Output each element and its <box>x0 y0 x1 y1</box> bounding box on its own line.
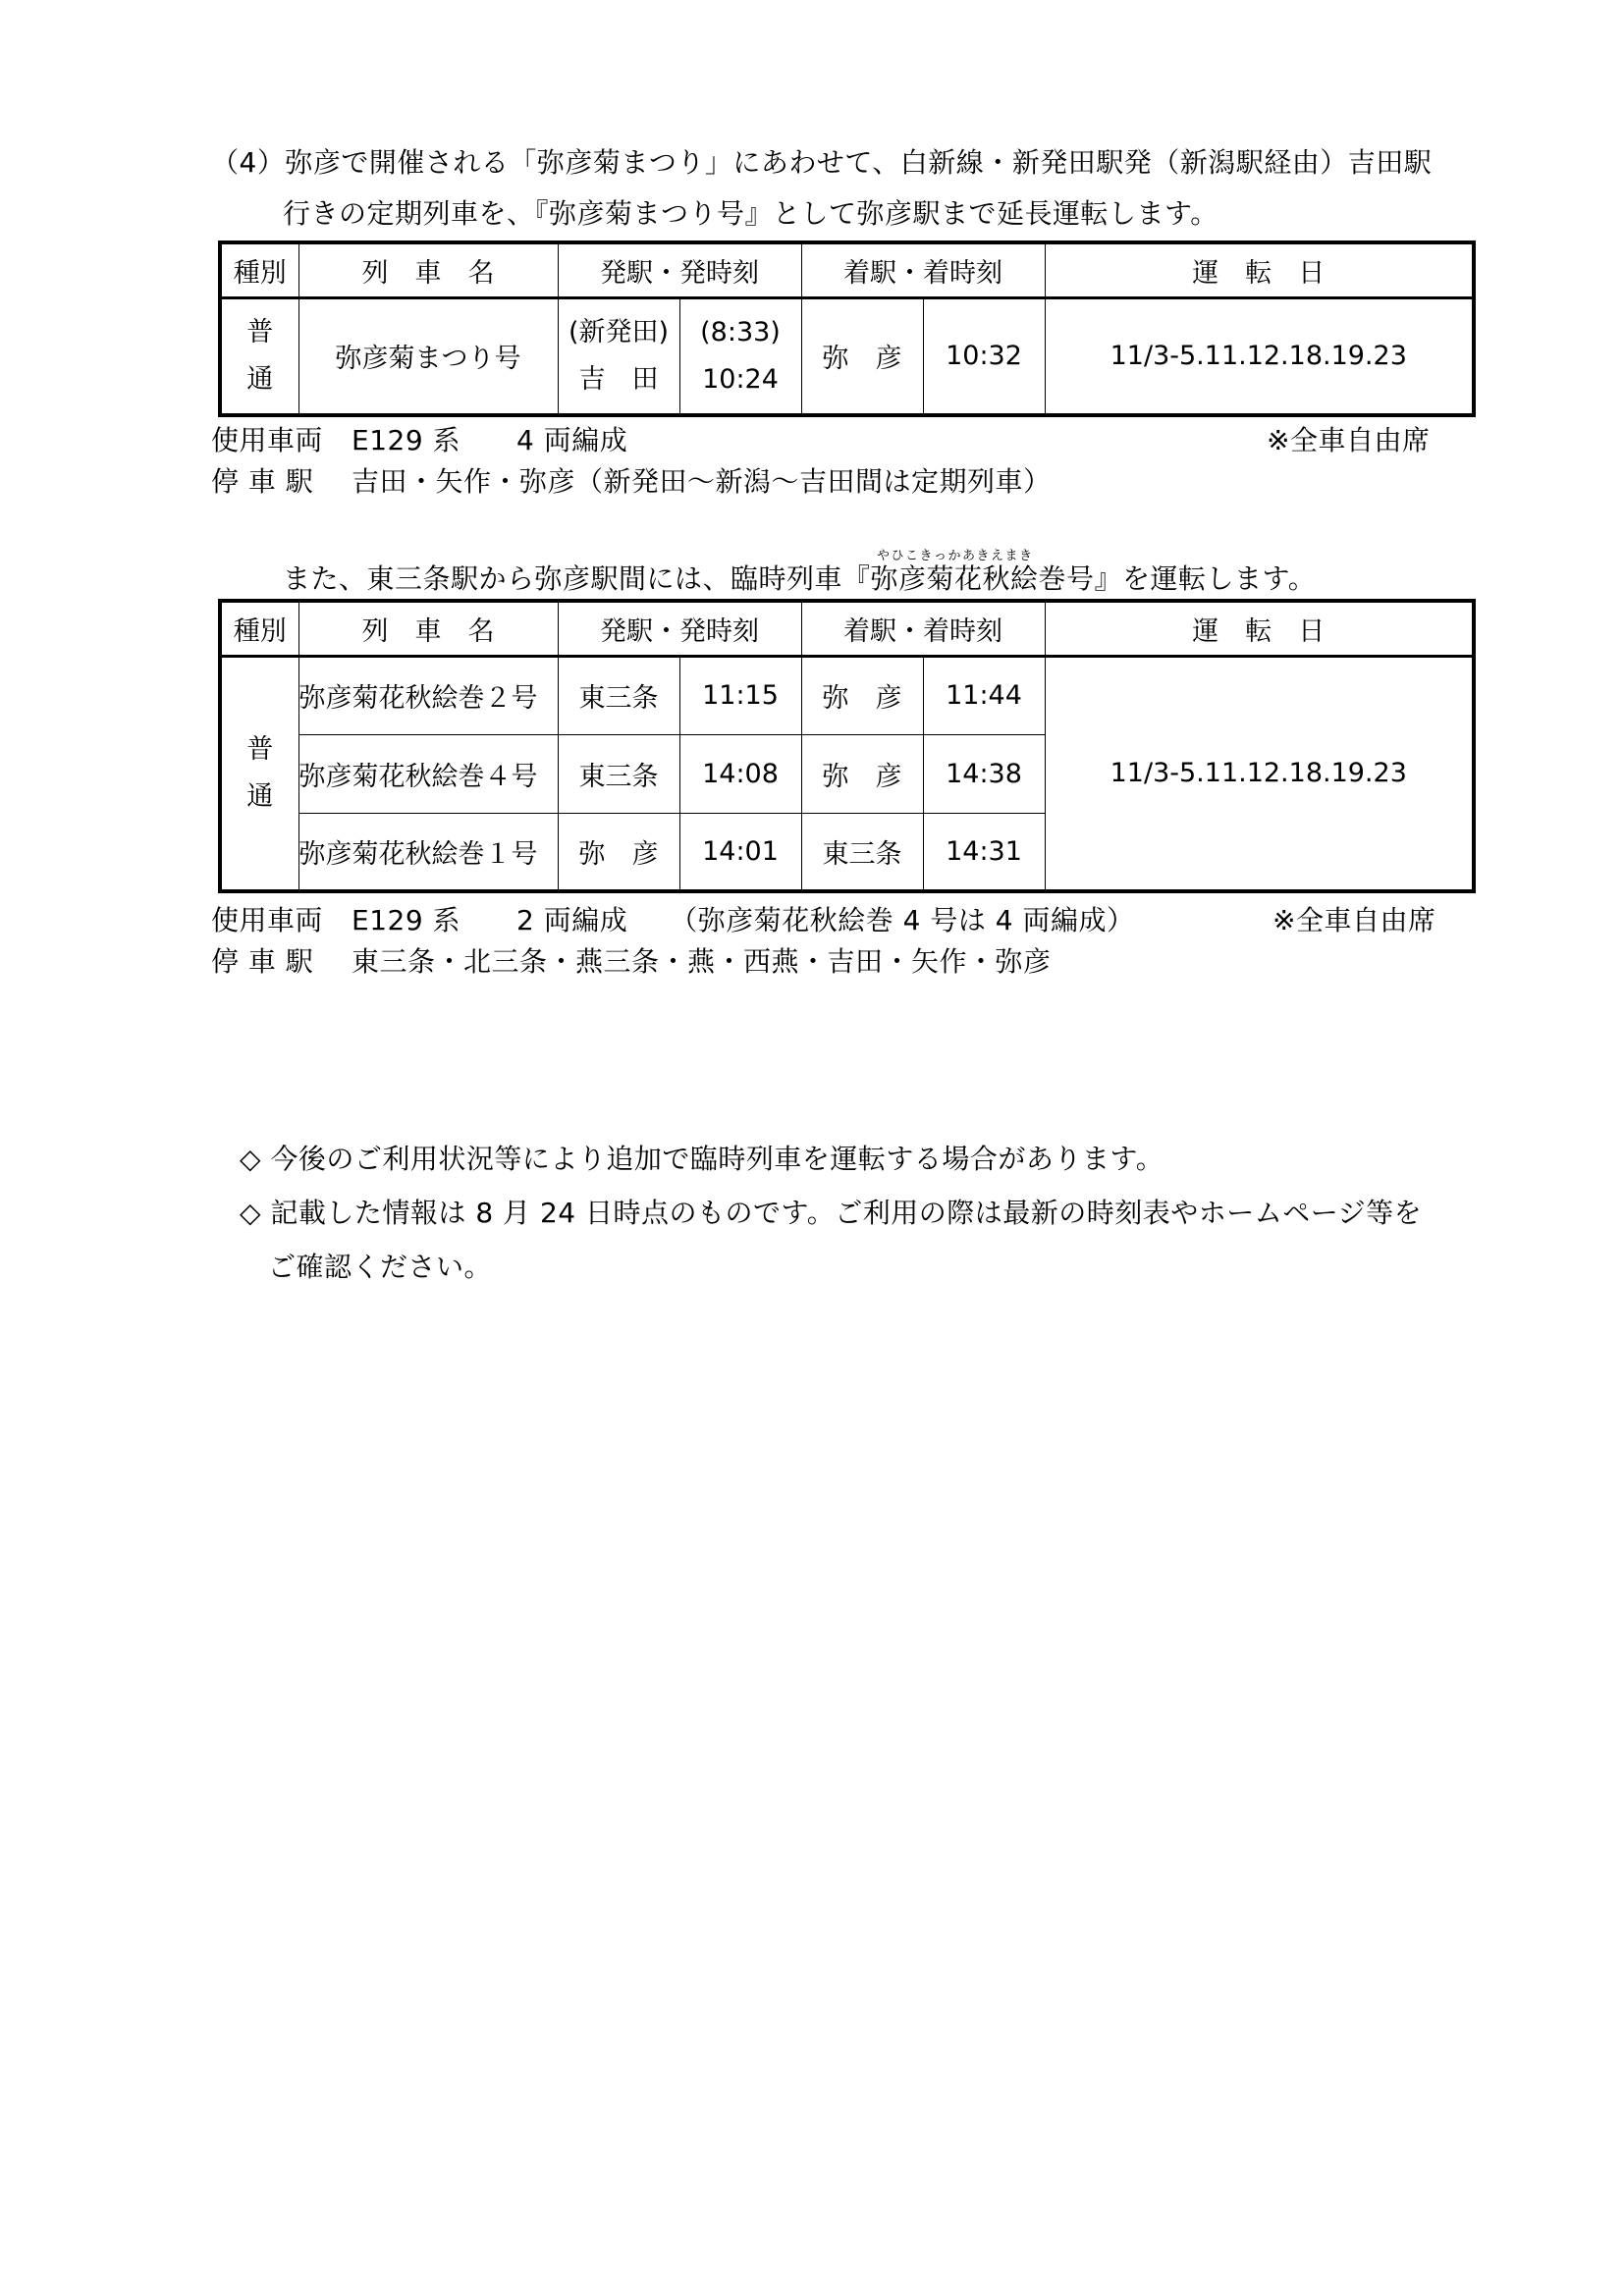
dep-time-cell: 14:08 <box>679 734 801 813</box>
header-type: 種別 <box>220 601 298 656</box>
header-arrival: 着駅・着時刻 <box>801 601 1045 656</box>
arr-time-cell: 14:31 <box>923 813 1045 891</box>
vehicle-label-1: 使用車両 <box>211 424 324 456</box>
arr-station-cell: 東三条 <box>801 813 923 891</box>
arr-time-cell: 11:44 <box>923 656 1045 734</box>
arr-station-cell: 弥 彦 <box>801 734 923 813</box>
type-line2: 通 <box>246 363 274 395</box>
timetable-1 <box>218 240 1476 417</box>
dep-station-cell: 東三条 <box>558 734 679 813</box>
train-name-cell: 弥彦菊花秋絵巻２号 <box>298 656 558 734</box>
vehicle-label-2: 使用車両 <box>211 904 324 936</box>
reserved-note-2: ※全車自由席 <box>1272 904 1436 936</box>
special-intro: また、東三条駅から弥彦駅間には、臨時列車『弥彦菊花秋絵巻号』を運転します。 <box>283 562 1317 595</box>
type-line1: 普 <box>246 316 274 347</box>
header-type: 種別 <box>220 242 298 297</box>
stops-label-1: 停 車 駅 <box>211 465 314 498</box>
section4-intro-line2: 行きの定期列車を、『弥彦菊まつり号』として弥彦駅まで延長運転します。 <box>283 197 1218 230</box>
run-days-cell: 11/3-5.11.12.18.19.23 <box>1045 297 1474 415</box>
dep-time-line1: (8:33) <box>700 316 781 347</box>
table-row <box>220 297 1474 415</box>
dep-station-line2: 吉 田 <box>578 363 659 395</box>
dep-station-cell <box>558 297 679 415</box>
vehicle-value-1: E129 系 4 両編成 <box>352 424 628 456</box>
stops-label-2: 停 車 駅 <box>211 945 314 978</box>
timetable-2-header-row <box>220 601 1474 656</box>
ruby-text: やひこきっかあきえまき <box>877 549 1034 563</box>
header-run-days: 運 転 日 <box>1045 242 1474 297</box>
reserved-note-1: ※全車自由席 <box>1267 424 1431 456</box>
dep-station-line1: (新発田) <box>568 316 670 347</box>
header-departure: 発駅・発時刻 <box>558 242 801 297</box>
dep-station-cell: 東三条 <box>558 656 679 734</box>
timetable-1-header-row <box>220 242 1474 297</box>
stops-value-1: 吉田・矢作・弥彦（新発田～新潟～吉田間は定期列車） <box>352 465 1052 498</box>
arr-time-cell: 14:38 <box>923 734 1045 813</box>
dep-time-line2: 10:24 <box>702 363 779 395</box>
dep-time-cell: 14:01 <box>679 813 801 891</box>
timetable-2 <box>218 599 1476 893</box>
note-2-line2: ご確認ください。 <box>268 1251 493 1283</box>
stops-value-2: 東三条・北三条・燕三条・燕・西燕・吉田・矢作・弥彦 <box>352 945 1052 978</box>
section4-intro-line1: （4）弥彦で開催される「弥彦菊まつり」にあわせて、白新線・新発田駅発（新潟駅経由）吉田駅 <box>211 146 1433 179</box>
type-line1: 普 <box>246 733 274 765</box>
train-name-cell: 弥彦菊花秋絵巻１号 <box>298 813 558 891</box>
table-row <box>220 656 1474 734</box>
type-line2: 通 <box>246 780 274 812</box>
run-days-cell: 11/3-5.11.12.18.19.23 <box>1045 656 1474 891</box>
header-train-name: 列 車 名 <box>298 242 558 297</box>
dep-station-cell: 弥 彦 <box>558 813 679 891</box>
train-name-cell: 弥彦菊まつり号 <box>298 297 558 415</box>
note-2-line1: ◇ 記載した情報は 8 月 24 日時点のものです。ご利用の際は最新の時刻表やホームページ等を <box>240 1197 1423 1229</box>
arr-time-cell: 10:32 <box>923 297 1045 415</box>
dep-time-cell: 11:15 <box>679 656 801 734</box>
note-1: ◇ 今後のご利用状況等により追加で臨時列車を運転する場合があります。 <box>240 1143 1164 1175</box>
header-run-days: 運 転 日 <box>1045 601 1474 656</box>
vehicle-value-2: E129 系 2 両編成 （弥彦菊花秋絵巻 4 号は 4 両編成） <box>352 904 1135 936</box>
arr-station-cell: 弥 彦 <box>801 656 923 734</box>
arr-station-cell: 弥 彦 <box>801 297 923 415</box>
train-name-cell: 弥彦菊花秋絵巻４号 <box>298 734 558 813</box>
dep-time-cell <box>679 297 801 415</box>
header-train-name: 列 車 名 <box>298 601 558 656</box>
type-cell <box>220 656 298 891</box>
type-cell <box>220 297 298 415</box>
header-departure: 発駅・発時刻 <box>558 601 801 656</box>
header-arrival: 着駅・着時刻 <box>801 242 1045 297</box>
